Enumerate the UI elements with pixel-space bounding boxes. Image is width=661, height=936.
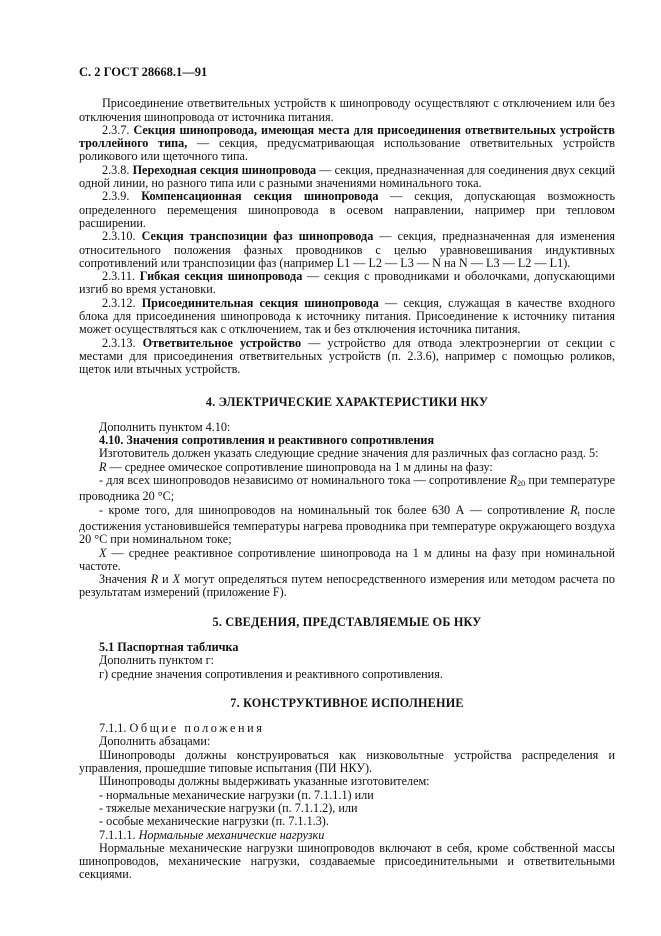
section-7-1-1-spaced-title: Общие положения	[129, 721, 265, 736]
definition-number: 2.3.10.	[102, 229, 136, 244]
definitions-list	[79, 124, 615, 377]
section-4-heading: 4. ЭЛЕКТРИЧЕСКИЕ ХАРАКТЕРИСТИКИ НКУ	[205, 394, 489, 409]
definition-term: Секция шинопровода, имеющая места для присоединения ответвительных устройств троллейного типа,	[79, 122, 615, 151]
x-definition-text: — среднее реактивное сопротивление шинопровода на 1 м длины на фазу при номинальной частоте.	[79, 545, 615, 573]
rt-symbol	[570, 503, 580, 517]
section-7-heading: 7. КОНСТРУКТИВНОЕ ИСПОЛНЕНИЕ	[230, 695, 464, 710]
definition-text: — секция, предназначенная для изменения относительного положения фазных проводников с целью уравновешивания индуктивных сопротивлений или транспозиции фаз (например L1 — L2 — L3 — N на N — L3 — L2 — L1).	[79, 229, 616, 270]
r20-bullet	[79, 474, 615, 504]
r20-symbol	[510, 473, 525, 487]
rt-subscript: t	[577, 508, 580, 518]
rt-symbol-letter: R	[570, 502, 578, 517]
r-symbol: R	[99, 459, 107, 474]
load-list-item: - нормальные механические нагрузки (п. 7.1.1.1) или	[99, 787, 374, 802]
definition-text: — секция, допускающая возможность определенного перемещения шинопровода в осевом направлении, например при тепловом расширении.	[79, 189, 616, 230]
values-paragraph	[79, 573, 615, 600]
rt-bullet-tail: после достижения установившейся температуры нагрева проводника при температуре окружающего воздуха 20 °С при номинальном токе;	[79, 502, 616, 547]
r20-bullet-text: - для всех шинопроводов независимо от номинального тока — сопротивление	[99, 473, 510, 488]
values-and: и	[158, 572, 173, 587]
r-definition-text: — среднее омическое сопротивление шинопровода на 1 м длины на фазу:	[106, 459, 493, 474]
definition-text: — устройство для отвода электроэнергии от секции с местами для присоединения ответвительных устройств (п. 2.3.6), например с помощью роликов, щеток или втычных устройств.	[79, 335, 616, 377]
definition-term: Ответвительное устройство	[142, 335, 302, 350]
section-5-1-title: 5.1 Паспортная табличка	[99, 639, 239, 654]
load-list-item: - особые механические нагрузки (п. 7.1.1.3).	[99, 814, 329, 829]
r20-symbol-letter: R	[509, 473, 518, 488]
intro-paragraph: Присоединение ответвительных устройств к шинопроводу осуществляют с отключением или без отключения шинопровода от источника питания.	[79, 96, 615, 124]
section-4-10-intro: Изготовитель должен указать следующие средние значения для различных фаз согласно разд. 5:	[99, 446, 599, 461]
values-r-symbol: R	[150, 572, 159, 587]
definition-2-3-9	[79, 190, 615, 230]
section-7-1-1-1-italic-title: Нормальные механические нагрузки	[138, 827, 325, 842]
definition-term: Секция транспозиции фаз шинопровода	[141, 229, 374, 244]
x-symbol: X	[99, 545, 107, 560]
definition-term: Компенсационная секция шинопровода	[141, 189, 379, 204]
rt-bullet	[79, 504, 615, 547]
section-4-10-title: 4.10. Значения сопротивления и реактивного сопротивления	[99, 433, 435, 448]
values-x-symbol: X	[172, 572, 181, 587]
definition-text: — секция, предназначенная для соединения двух секций одной линии, но разного типа или с разными значениями номинального тока.	[79, 162, 616, 191]
section-7-paragraph-2: Шинопроводы должны выдерживать указанные изготовителем:	[99, 774, 430, 789]
section-7-paragraph-3: Нормальные механические нагрузки шинопроводов включают в себя, кроме собственной массы шинопроводов, механические нагрузки, создаваемые присоединительными и ответвительными секциями.	[79, 840, 615, 882]
values-text-end: могут определяться путем непосредственного измерения или методом расчета по результатам измерений (приложение F).	[79, 572, 615, 600]
definition-2-3-8	[79, 164, 615, 191]
definition-2-3-12	[79, 297, 615, 337]
definition-term: Гибкая секция шинопровода	[139, 269, 303, 284]
definition-text: — секция, предусматривающая использование ответвительных устройств роликового или щеточного типа.	[79, 136, 616, 164]
values-text-start: Значения	[99, 572, 151, 587]
definition-2-3-10	[79, 230, 615, 270]
definition-number: 2.3.13.	[102, 335, 136, 350]
section-7-1-1-title	[79, 722, 615, 735]
definition-term: Присоединительная секция шинопровода	[141, 295, 379, 310]
section-7-paragraph-1: Шинопроводы должны конструироваться как низковольтные устройства распределения и управления, прошедшие типовые испытания (ПИ НКУ).	[79, 747, 615, 776]
section-7-supplement: Дополнить абзацами:	[99, 734, 211, 749]
definition-number: 2.3.12.	[102, 295, 136, 310]
section-5-supplement: Дополнить пунктом г:	[99, 653, 214, 668]
rt-bullet-text: - кроме того, для шинопроводов на номинальный ток более 630 А — сопротивление	[99, 502, 571, 517]
r20-bullet-tail: при температуре проводника 20 °С;	[79, 473, 615, 504]
x-definition	[79, 547, 615, 574]
definition-text: — секция с проводниками и оболочками, допускающими изгиб во время установки.	[79, 269, 616, 297]
load-list-item: - тяжелые механические нагрузки (п. 7.1.1.2), или	[99, 800, 358, 815]
section-7-1-1-1-title	[79, 829, 615, 842]
definition-number: 2.3.7.	[102, 122, 130, 137]
definition-text: — секция, служащая в качестве входного блока для присоединения шинопровода к источнику питания. Присоединение к источнику питания может осуществляться как с отключением, так и без отключения источника питания.	[79, 295, 616, 337]
definition-number: 2.3.11.	[102, 269, 136, 284]
r20-subscript: 20	[517, 479, 526, 489]
section-7-1-1-number: 7.1.1.	[99, 721, 127, 736]
section-5-heading: 5. СВЕДЕНИЯ, ПРЕДСТАВЛЯЕМЫЕ ОБ НКУ	[212, 614, 482, 629]
definition-2-3-7	[79, 124, 615, 164]
definition-2-3-13	[79, 337, 615, 377]
definition-term: Переходная секция шинопровода	[132, 162, 317, 177]
page-header: С. 2 ГОСТ 28668.1—91	[79, 65, 208, 79]
section-4-supplement: Дополнить пунктом 4.10:	[99, 419, 231, 434]
definition-number: 2.3.9.	[102, 189, 130, 204]
r-definition	[79, 461, 615, 474]
definition-2-3-11	[79, 270, 615, 297]
section-7-1-1-1-number: 7.1.1.1.	[99, 827, 136, 842]
section-5-item-g: г) средние значения сопротивления и реактивного сопротивления.	[99, 666, 443, 681]
definition-number: 2.3.8.	[102, 162, 130, 177]
